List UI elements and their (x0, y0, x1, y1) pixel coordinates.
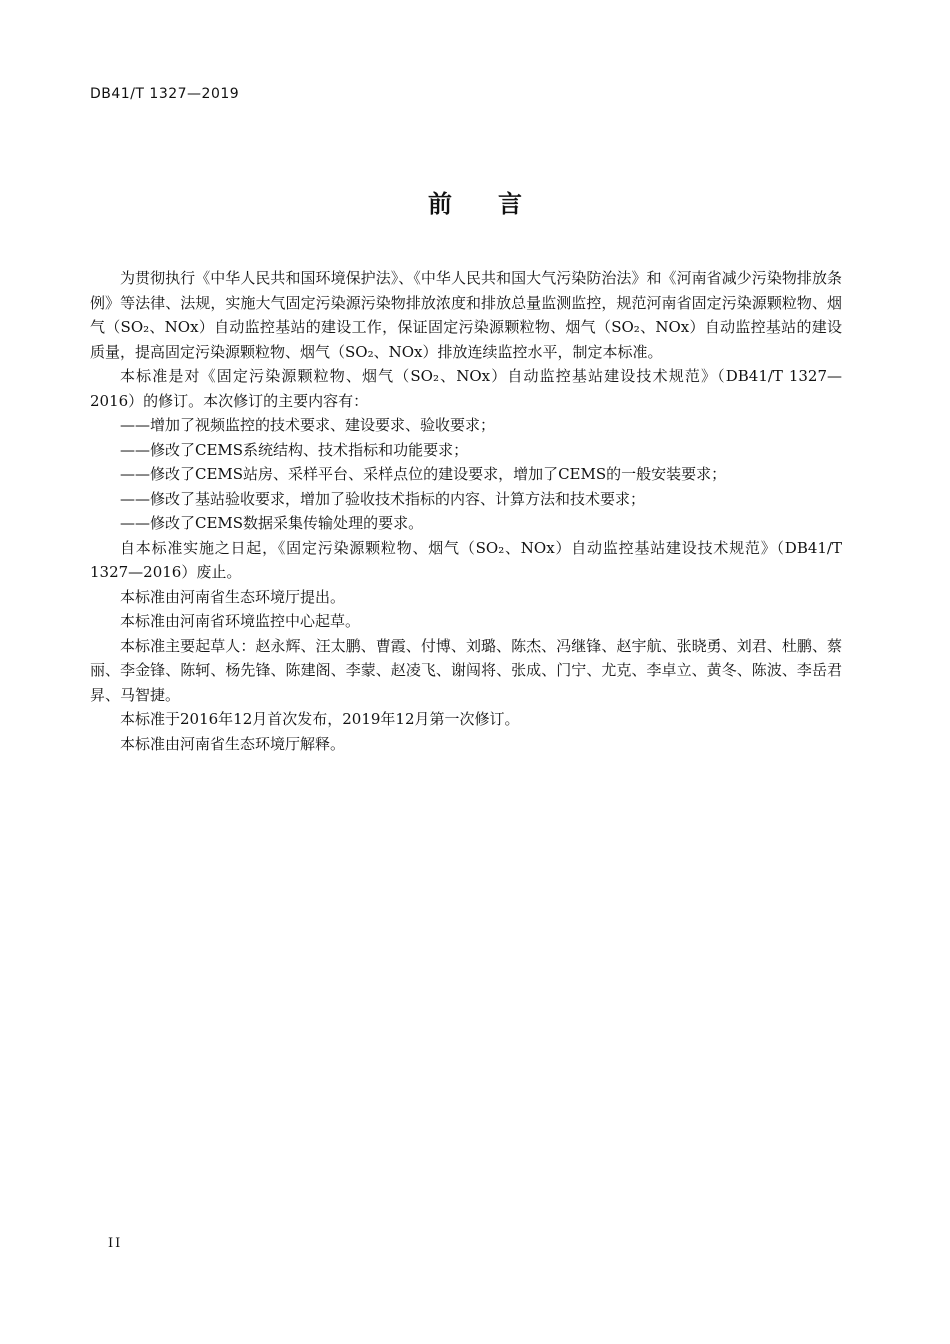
paragraph-proposer: 本标准由河南省生态环境厅提出。 (120, 587, 346, 606)
revision-item-acceptance: ——修改了基站验收要求，增加了验收技术指标的内容、计算方法和技术要求； (120, 489, 646, 508)
paragraph-drafter: 本标准由河南省环境监控中心起草。 (120, 612, 361, 630)
revision-item-video: ——增加了视频监控的技术要求、建设要求、验收要求； (120, 416, 496, 434)
standard-code: DB41/T 1327—2019 (90, 86, 240, 102)
revision-item-cems-station: ——修改了CEMS站房、采样平台、采样点位的建设要求，增加了CEMS的一般安装要求； (120, 465, 727, 483)
page-title: 前言 (428, 190, 568, 218)
paragraph-interpretation: 本标准由河南省生态环境厅解释。 (120, 734, 346, 753)
paragraph-purpose: 为贯彻执行《中华人民共和国环境保护法》、《中华人民共和国大气污染防治法》和《河南省减少污染物排放条例》等法律、法规，实施大气固定污染源污染物排放浓度和排放总量监测监控，规范河南省固定污染源颗粒物、烟气（SO₂、NOx）自动监控基站的建设工作，保证固定污染源颗粒物、烟气（SO₂、NOx）自动监控基站的建设质量，提高固定污染源颗粒物、烟气（SO₂、NOx）排放连续监控水平，制定本标准。 (90, 269, 842, 361)
paragraph-revision-intro: 本标准是对《固定污染源颗粒物、烟气（SO₂、NOx）自动监控基站建设技术规范》（DB41/T 1327—2016）的修订。本次修订的主要内容有： (90, 367, 842, 410)
page-number: II (108, 1236, 123, 1251)
foreword-body (90, 266, 842, 756)
paragraph-authors: 本标准主要起草人：赵永辉、汪太鹏、曹霞、付博、刘璐、陈杰、冯继锋、赵宇航、张晓勇、刘君、杜鹏、蔡丽、李金锋、陈轲、杨先锋、陈建阁、李蒙、赵凌飞、谢闯将、张成、门宁、尤克、李卓立、黄冬、陈波、李岳君昇、马智捷。 (90, 636, 842, 704)
revision-item-data-transfer: ——修改了CEMS数据采集传输处理的要求。 (120, 514, 424, 532)
paragraph-supersede: 自本标准实施之日起，《固定污染源颗粒物、烟气（SO₂、NOx）自动监控基站建设技术规范》（DB41/T 1327—2016）废止。 (90, 538, 842, 581)
paragraph-release-history: 本标准于2016年12月首次发布，2019年12月第一次修订。 (120, 710, 520, 728)
revision-item-cems-structure: ——修改了CEMS系统结构、技术指标和功能要求； (120, 440, 469, 459)
